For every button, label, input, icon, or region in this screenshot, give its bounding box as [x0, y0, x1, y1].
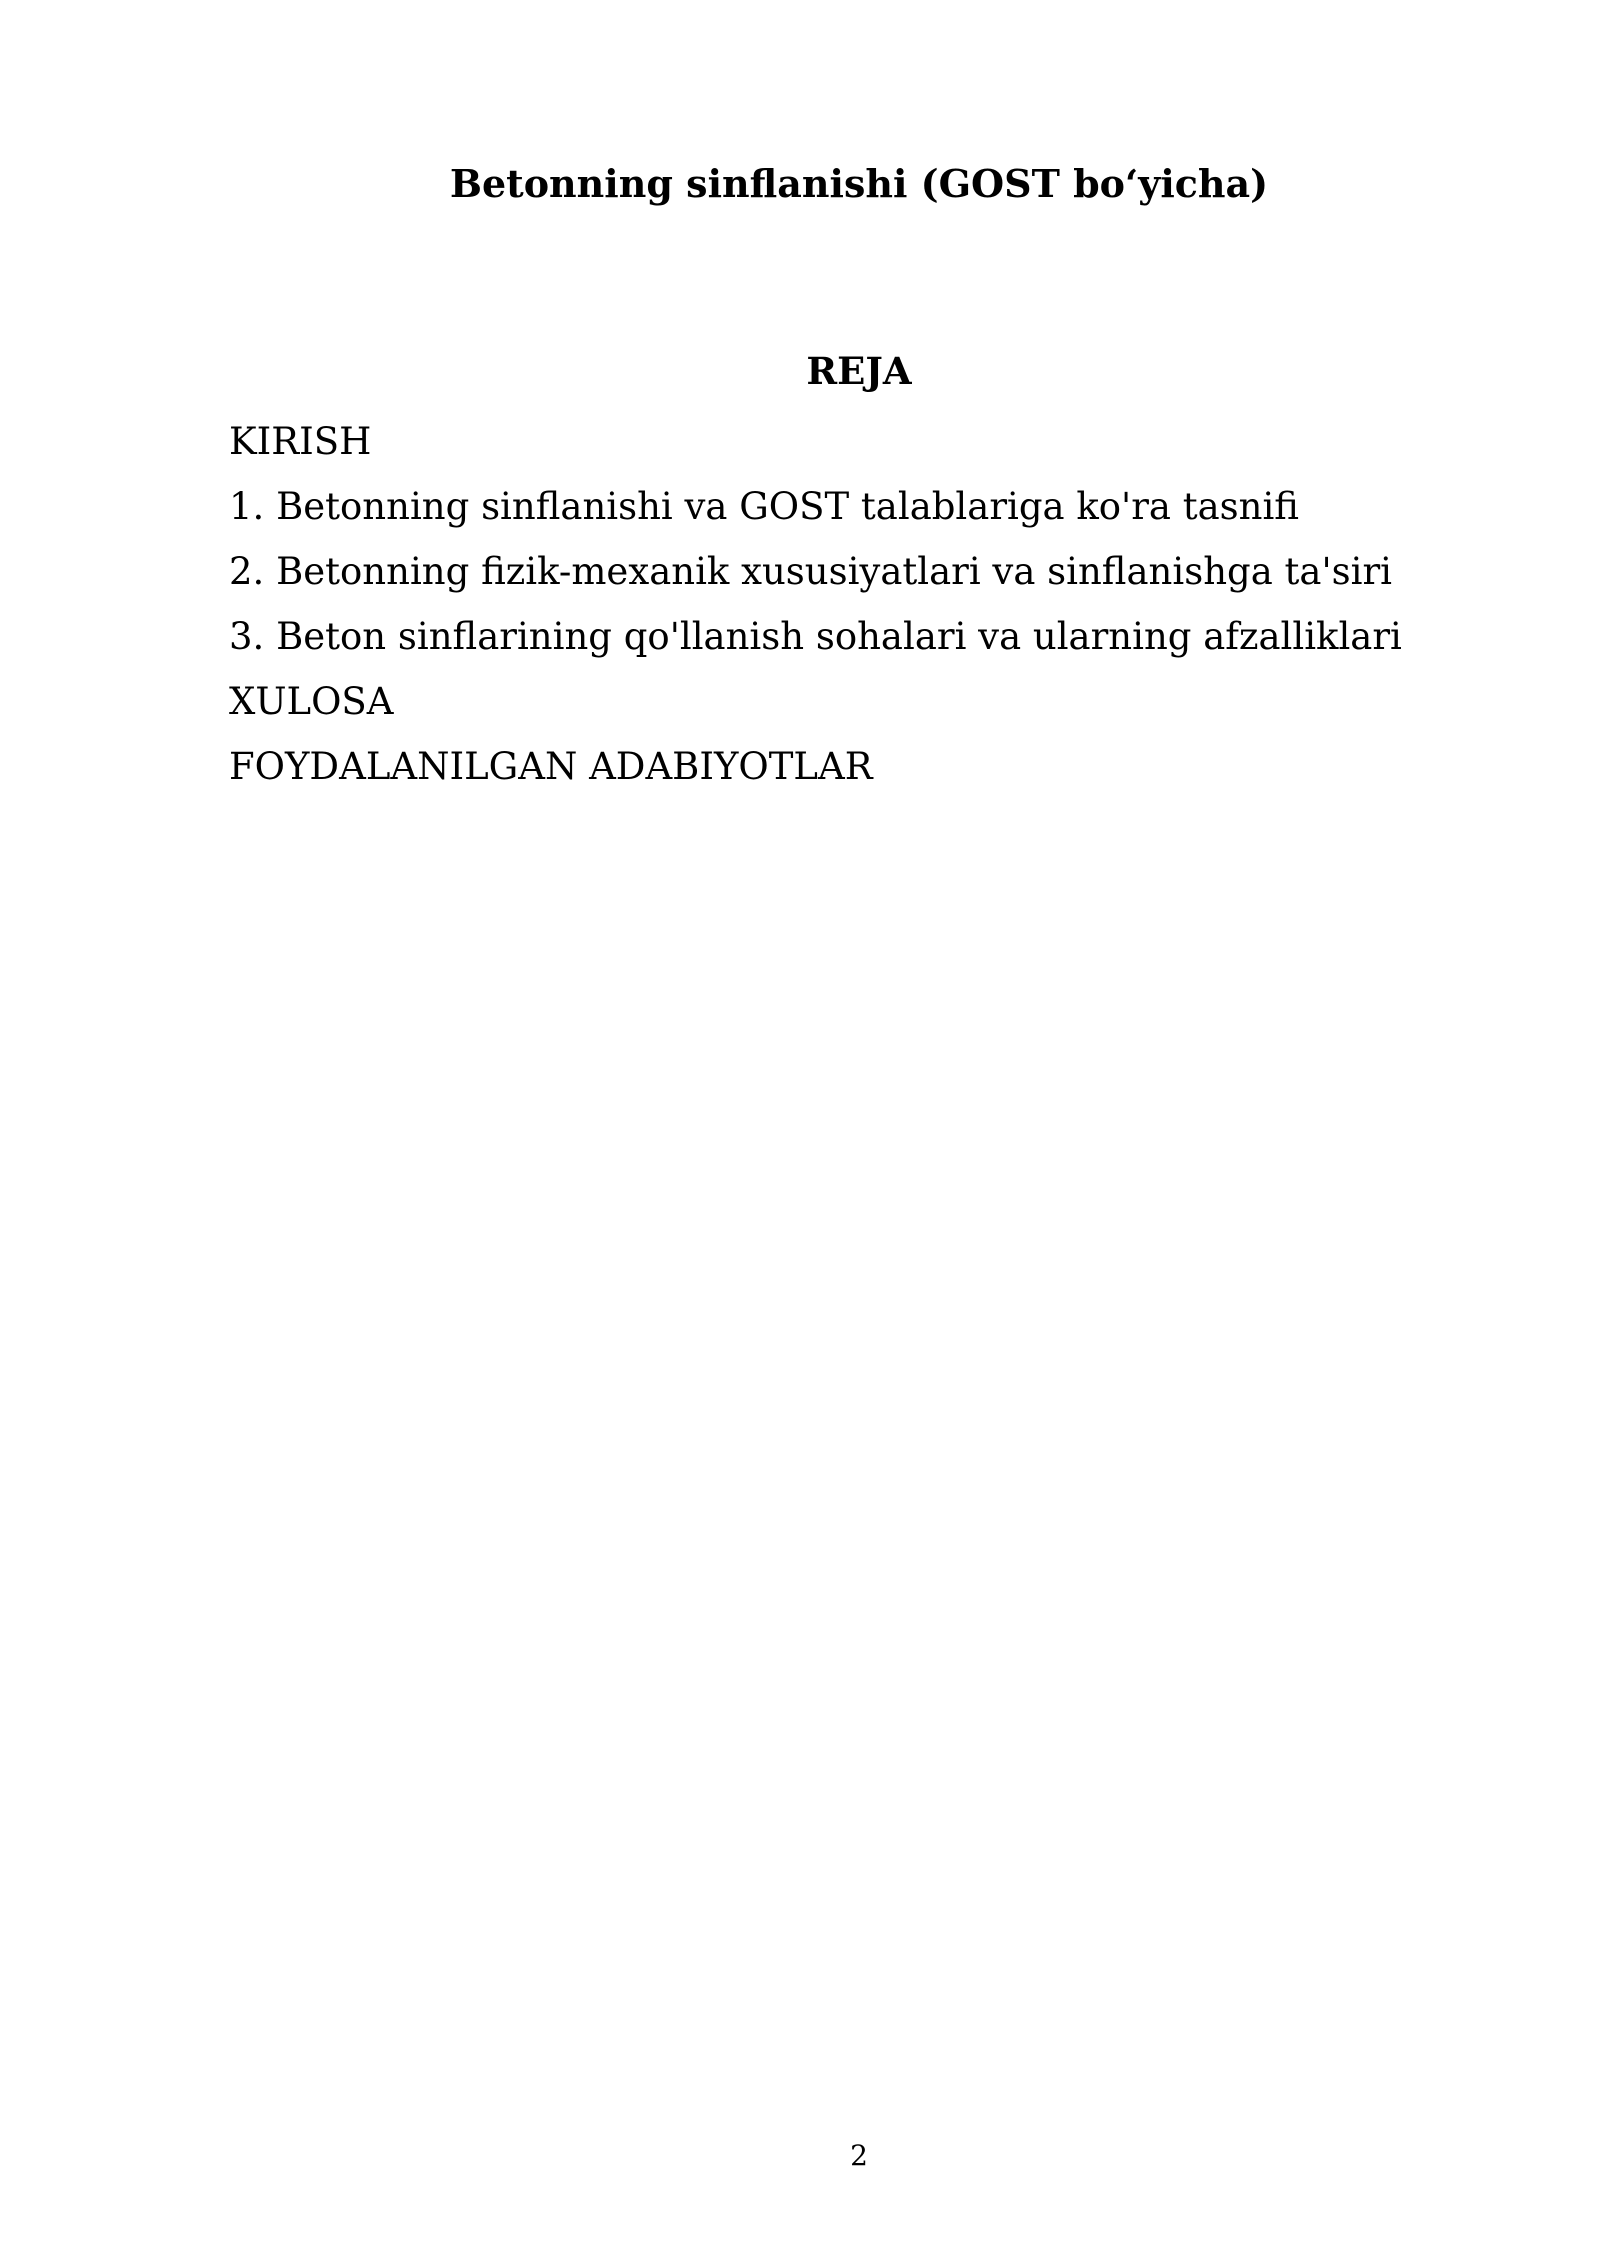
plan-list: [229, 416, 1402, 806]
document-title: Betonning sinflanishi (GOST bo‘yicha): [449, 161, 1269, 206]
plan-item-conclusion: XULOSA: [229, 680, 394, 723]
page-number: 2: [850, 2139, 868, 2172]
plan-item-3: 3. Beton sinflarining qo'llanish sohalari va ularning afzalliklari: [229, 615, 1402, 658]
plan-item-1: 1. Betonning sinflanishi va GOST talablariga ko'ra tasnifi: [229, 485, 1299, 528]
plan-item-references: FOYDALANILGAN ADABIYOTLAR: [229, 745, 873, 788]
plan-heading: REJA: [806, 349, 912, 393]
plan-item-introduction: KIRISH: [229, 420, 372, 463]
plan-item-2: 2. Betonning fizik-mexanik xususiyatlari va sinflanishga ta'siri: [229, 550, 1392, 593]
